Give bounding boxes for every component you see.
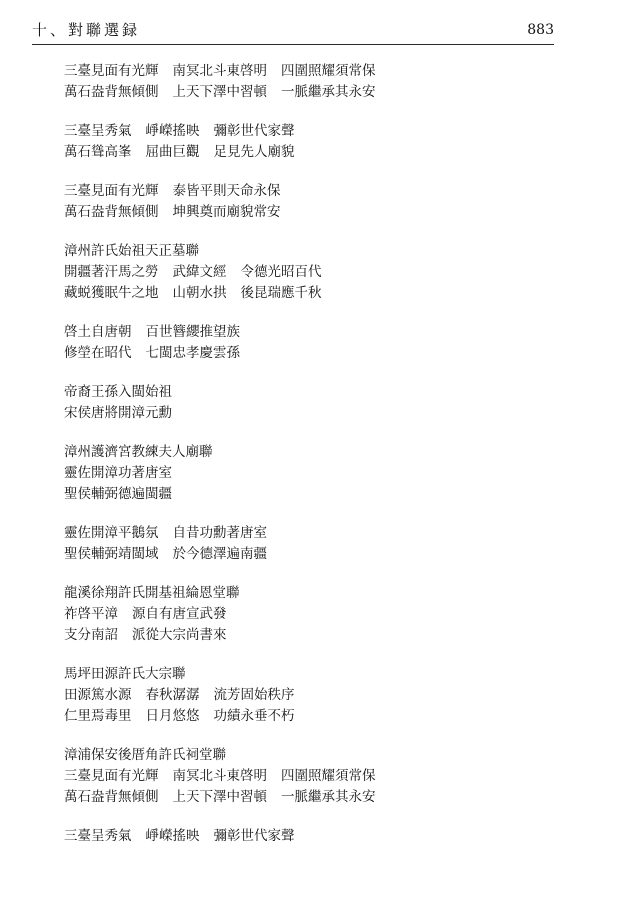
couplet-phrase: 支分南詔 <box>64 627 118 643</box>
couplet-phrase: 山朝水拱 <box>172 285 227 301</box>
couplet-phrase: 春秋潺潺 <box>145 687 200 703</box>
couplet-phrase: 屈曲巨觀 <box>145 144 200 160</box>
couplet-phrase: 南冥北斗東啓明 <box>172 63 267 79</box>
couplet-entry <box>64 121 584 163</box>
couplet-phrase: 萬石盎背無傾側 <box>64 204 159 220</box>
couplet-phrase: 開疆著汗馬之勞 <box>64 264 159 280</box>
couplet-phrase: 仁里焉毒里 <box>64 708 132 724</box>
couplet-phrase: 漳州許氏始祖天正墓聯 <box>64 243 199 259</box>
couplet-phrase: 三臺呈秀氣 <box>64 828 132 844</box>
couplet-phrase: 聖侯輔弼靖閩域 <box>64 546 159 562</box>
couplet-list <box>64 61 584 865</box>
couplet-phrase: 足見先人廟貌 <box>213 144 295 160</box>
couplet-line <box>64 685 584 706</box>
couplet-phrase: 祚啓平漳 <box>64 606 118 622</box>
page-number: 883 <box>527 22 554 38</box>
couplet-phrase: 上天下澤中習頓 <box>172 789 267 805</box>
couplet-line <box>64 322 584 343</box>
couplet-line <box>64 283 584 304</box>
couplet-phrase: 日月悠悠 <box>145 708 200 724</box>
couplet-phrase: 三臺見面有光輝 <box>64 768 159 784</box>
couplet-phrase: 上天下澤中習頓 <box>172 84 267 100</box>
couplet-phrase: 彌彰世代家聲 <box>213 123 295 139</box>
couplet-line <box>64 121 584 142</box>
couplet-line <box>64 181 584 202</box>
couplet-line <box>64 583 584 604</box>
couplet-phrase: 自昔功勳著唐室 <box>172 525 267 541</box>
couplet-line <box>64 463 584 484</box>
couplet-line <box>64 604 584 625</box>
couplet-line <box>64 766 584 787</box>
couplet-phrase: 三臺見面有光輝 <box>64 63 159 79</box>
couplet-phrase: 流芳固始秩序 <box>213 687 295 703</box>
couplet-entry <box>64 583 584 646</box>
couplet-phrase: 一脈繼承其永安 <box>281 789 376 805</box>
couplet-line <box>64 142 584 163</box>
couplet-line <box>64 484 584 505</box>
couplet-line <box>64 382 584 403</box>
couplet-phrase: 啓土自唐朝 <box>64 324 132 340</box>
couplet-phrase: 靈佐開漳功著唐室 <box>64 465 172 481</box>
couplet-line <box>64 664 584 685</box>
couplet-line <box>64 745 584 766</box>
couplet-phrase: 南冥北斗東啓明 <box>172 768 267 784</box>
couplet-entry <box>64 664 584 727</box>
couplet-phrase: 坤興奠而廟貌常安 <box>172 204 281 220</box>
couplet-entry <box>64 322 584 364</box>
couplet-phrase: 萬石盎背無傾側 <box>64 789 159 805</box>
couplet-phrase: 四圍照耀須常保 <box>281 63 376 79</box>
chapter-title: 十、對聯選録 <box>32 21 141 39</box>
couplet-phrase: 四圍照耀須常保 <box>281 768 376 784</box>
couplet-entry <box>64 826 584 847</box>
couplet-phrase: 萬石聳高峯 <box>64 144 132 160</box>
couplet-phrase: 武緯文經 <box>172 264 227 280</box>
couplet-phrase: 宋侯唐將開漳元勳 <box>64 405 172 421</box>
couplet-phrase: 聖侯輔弼德遍閩疆 <box>64 486 172 502</box>
couplet-phrase: 靈佐開漳平鵝氛 <box>64 525 159 541</box>
couplet-line <box>64 403 584 424</box>
couplet-phrase: 漳浦保安後厝角許氏祠堂聯 <box>64 747 226 763</box>
couplet-phrase: 漳州護濟宮教練夫人廟聯 <box>64 444 213 460</box>
couplet-line <box>64 787 584 808</box>
couplet-entry <box>64 181 584 223</box>
couplet-line <box>64 343 584 364</box>
couplet-entry <box>64 523 584 565</box>
couplet-phrase: 彌彰世代家聲 <box>213 828 295 844</box>
couplet-phrase: 修塋在昭代 <box>64 345 132 361</box>
couplet-phrase: 源自有唐宣武發 <box>132 606 227 622</box>
couplet-phrase: 崢嶸搖映 <box>145 828 200 844</box>
couplet-phrase: 一脈繼承其永安 <box>281 84 376 100</box>
couplet-entry <box>64 61 584 103</box>
couplet-phrase: 後昆瑞應千秋 <box>240 285 322 301</box>
couplet-phrase: 龍溪徐翔許氏開基祖綸恩堂聯 <box>64 585 240 601</box>
couplet-phrase: 於今德澤遍南疆 <box>172 546 267 562</box>
couplet-phrase: 萬石盎背無傾側 <box>64 84 159 100</box>
couplet-line <box>64 241 584 262</box>
couplet-line <box>64 523 584 544</box>
couplet-line <box>64 202 584 223</box>
couplet-line <box>64 61 584 82</box>
couplet-line <box>64 82 584 103</box>
couplet-line <box>64 625 584 646</box>
couplet-phrase: 三臺見面有光輝 <box>64 183 159 199</box>
couplet-line <box>64 826 584 847</box>
couplet-phrase: 功績永垂不朽 <box>213 708 295 724</box>
couplet-phrase: 令德光昭百代 <box>240 264 322 280</box>
couplet-phrase: 崢嶸搖映 <box>145 123 200 139</box>
couplet-phrase: 百世簪纓推望族 <box>145 324 240 340</box>
couplet-entry <box>64 241 584 304</box>
couplet-phrase: 馬坪田源許氏大宗聯 <box>64 666 186 682</box>
couplet-phrase: 泰皆平則天命永保 <box>172 183 281 199</box>
couplet-phrase: 田源篤水源 <box>64 687 132 703</box>
couplet-line <box>64 544 584 565</box>
page-header <box>32 20 554 45</box>
couplet-phrase: 帝裔王孫入閩始祖 <box>64 384 172 400</box>
couplet-phrase: 藏蜕獲眠牛之地 <box>64 285 159 301</box>
couplet-line <box>64 706 584 727</box>
couplet-phrase: 三臺呈秀氣 <box>64 123 132 139</box>
couplet-entry <box>64 442 584 505</box>
couplet-entry <box>64 745 584 808</box>
couplet-phrase: 派從大宗尚書來 <box>132 627 227 643</box>
couplet-line <box>64 262 584 283</box>
couplet-line <box>64 442 584 463</box>
couplet-entry <box>64 382 584 424</box>
couplet-phrase: 七閩忠孝慶雲孫 <box>145 345 240 361</box>
